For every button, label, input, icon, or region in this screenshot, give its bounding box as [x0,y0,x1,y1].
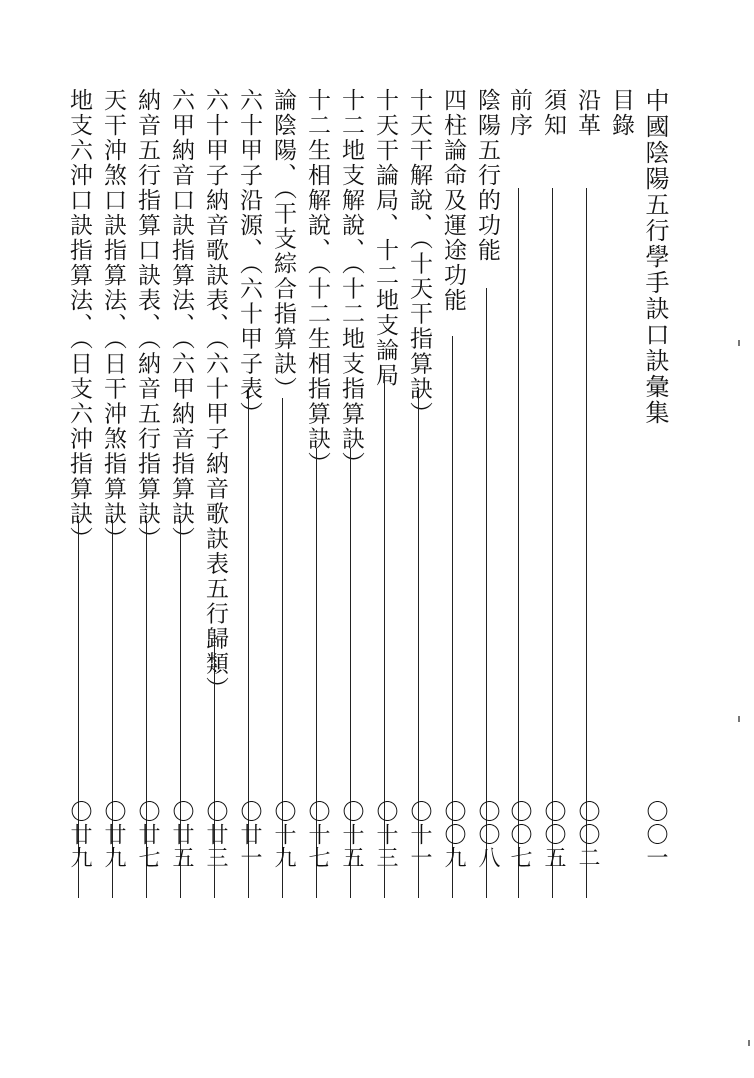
toc-page-number: 〇十一 [407,800,432,869]
toc-entry-label: 十二生相解說、（十二生相指算訣） [304,88,330,477]
toc-page-number: 〇廿九 [101,800,126,869]
toc-entry-label: 須知 [540,88,566,138]
toc-page-number: 〇〇五 [541,800,566,869]
toc-entry-label: 四柱論命及運途功能 [440,88,466,313]
dot-leader [518,188,519,898]
toc-page-number: 〇〇八 [475,800,500,869]
scan-speck [738,340,740,346]
toc-entry-label: 地支六沖口訣指算法、（日支六沖指算訣） [66,88,92,552]
toc-heading: 目錄 [608,88,634,138]
toc-entry-label: 十天干解說、（十天干指算訣） [406,88,432,427]
toc-entry-label: 十天干論局、十二地支論局 [372,88,398,388]
toc-page-number: 〇十三 [373,800,398,869]
toc-page-number: 〇廿一 [237,800,262,869]
scan-speck [738,716,740,722]
toc-page-number: 〇〇七 [507,800,532,869]
toc-entry-label: 六十甲子沿源、（六十甲子表） [236,88,262,427]
toc-page-number: 〇〇一 [643,800,668,869]
toc-entry-label: 十二地支解說、（十二地支指算訣） [338,88,364,477]
toc-page-number: 〇十九 [271,800,296,869]
toc-entry-label: 六十甲子納音歌訣表、（六十甲子納音歌訣表五行歸類） [202,88,228,702]
toc-entry-label: 陰陽五行的功能 [474,88,500,263]
toc-entry-label: 六甲納音口訣指算法、（六甲納音指算訣） [168,88,194,552]
toc-page-number: 〇廿七 [135,800,160,869]
toc-entry-label: 論陰陽、（干支綜合指算訣） [270,88,296,402]
book-title: 中國陰陽五行學手訣口訣彙集 [641,88,669,426]
dot-leader [552,188,553,898]
toc-entry-label: 納音五行指算口訣表、（納音五行指算訣） [134,88,160,552]
toc-page-number: 〇十七 [305,800,330,869]
toc-page-number: 〇十五 [339,800,364,869]
dot-leader [586,188,587,898]
scan-speck [748,1040,750,1046]
toc-page-number: 〇〇二 [575,800,600,869]
toc-page-number: 〇〇九 [441,800,466,869]
toc-entry-label: 前序 [506,88,532,138]
toc-entry-label: 天干沖煞口訣指算法、（日干沖煞指算訣） [100,88,126,552]
toc-page-number: 〇廿五 [169,800,194,869]
toc-entry-label: 沿革 [574,88,600,138]
toc-page-number: 〇廿九 [67,800,92,869]
toc-page-number: 〇廿三 [203,800,228,869]
